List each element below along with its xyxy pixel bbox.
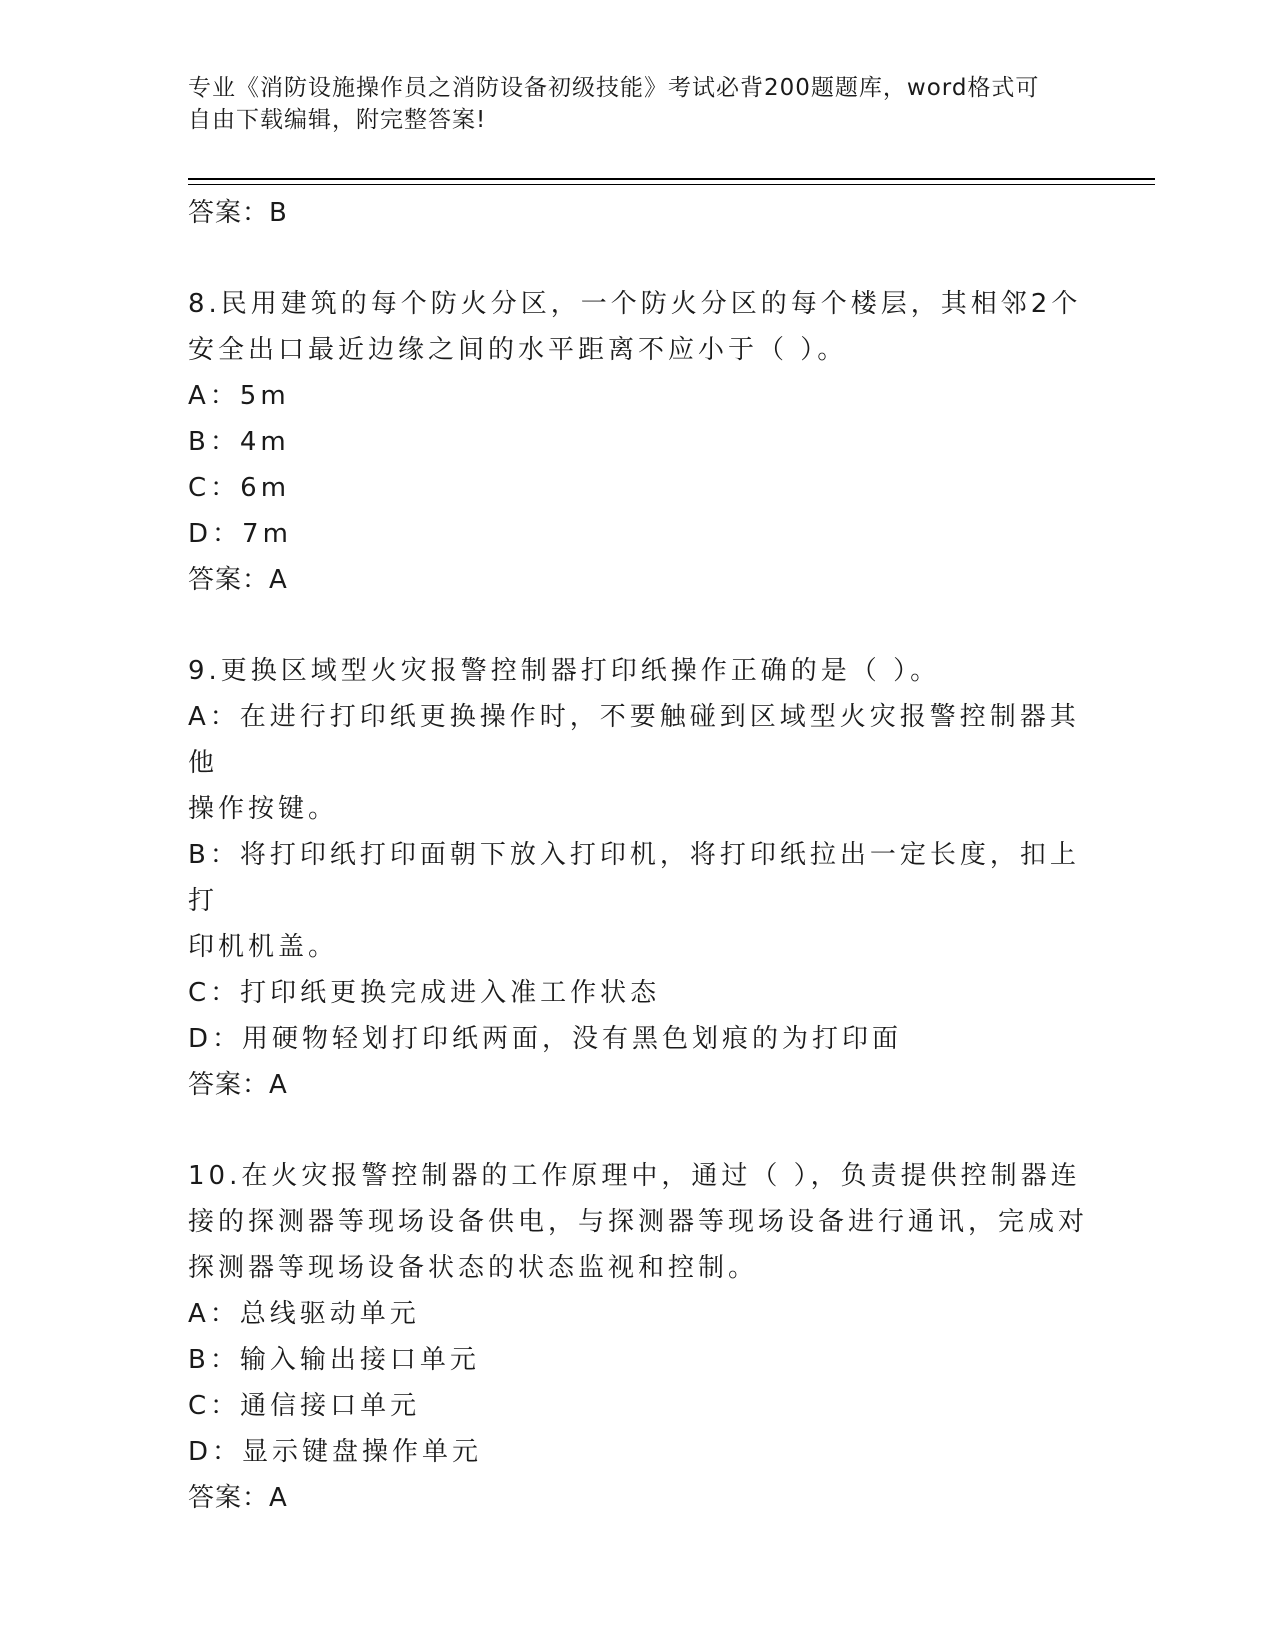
option-a-continued: 操作按键。 [188, 794, 339, 824]
question-stem-line: 接的探测器等现场设备供电，与探测器等现场设备进行通讯，完成对 [188, 1207, 1089, 1237]
option-d: D：用硬物轻划打印纸两面，没有黑色划痕的为打印面 [188, 1024, 903, 1054]
option-c: C：打印纸更换完成进入准工作状态 [188, 978, 661, 1008]
question-10 [188, 1153, 1088, 1521]
document-header [188, 72, 1068, 136]
answer-line: 答案：A [188, 565, 288, 595]
question-stem-line: 10.在火灾报警控制器的工作原理中，通过（ ），负责提供控制器连 [188, 1161, 1081, 1191]
option-a: A：总线驱动单元 [188, 1299, 420, 1329]
option-c: C：6m [188, 473, 291, 503]
question-9 [188, 648, 1088, 1108]
question-8 [188, 281, 1088, 603]
option-b: B：输入输出接口单元 [188, 1345, 480, 1375]
option-b: B：4m [188, 427, 290, 457]
question-stem-line: 探测器等现场设备状态的状态监视和控制。 [188, 1253, 759, 1283]
option-a: A：5m [188, 381, 290, 411]
option-b: B：将打印纸打印面朝下放入打印机，将打印纸拉出一定长度，扣上打 [188, 840, 1080, 916]
option-c: C：通信接口单元 [188, 1391, 421, 1421]
option-a: A：在进行打印纸更换操作时，不要触碰到区域型火灾报警控制器其他 [188, 702, 1080, 778]
spacer [188, 236, 1088, 281]
answer-line: 答案：A [188, 1483, 288, 1513]
header-line-2: 自由下载编辑，附完整答案! [188, 107, 487, 133]
answer-line: 答案：A [188, 1070, 288, 1100]
header-rule-thick [188, 178, 1155, 180]
option-d: D：显示键盘操作单元 [188, 1437, 483, 1467]
header-rule-thin [188, 184, 1155, 185]
header-line-1: 专业《消防设施操作员之消防设备初级技能》考试必背200题题库，word格式可 [188, 75, 1040, 101]
spacer [188, 603, 1088, 648]
document-body [188, 190, 1088, 1521]
spacer [188, 1108, 1088, 1153]
option-b-continued: 印机机盖。 [188, 932, 339, 962]
question-stem-line: 安全出口最近边缘之间的水平距离不应小于（ ）。 [188, 335, 848, 365]
question-stem-line: 9.更换区域型火灾报警控制器打印纸操作正确的是（ ）。 [188, 656, 941, 686]
option-d: D：7m [188, 519, 292, 549]
answer-line: 答案：B [188, 198, 288, 228]
question-stem-line: 8.民用建筑的每个防火分区，一个防火分区的每个楼层，其相邻2个 [188, 289, 1082, 319]
